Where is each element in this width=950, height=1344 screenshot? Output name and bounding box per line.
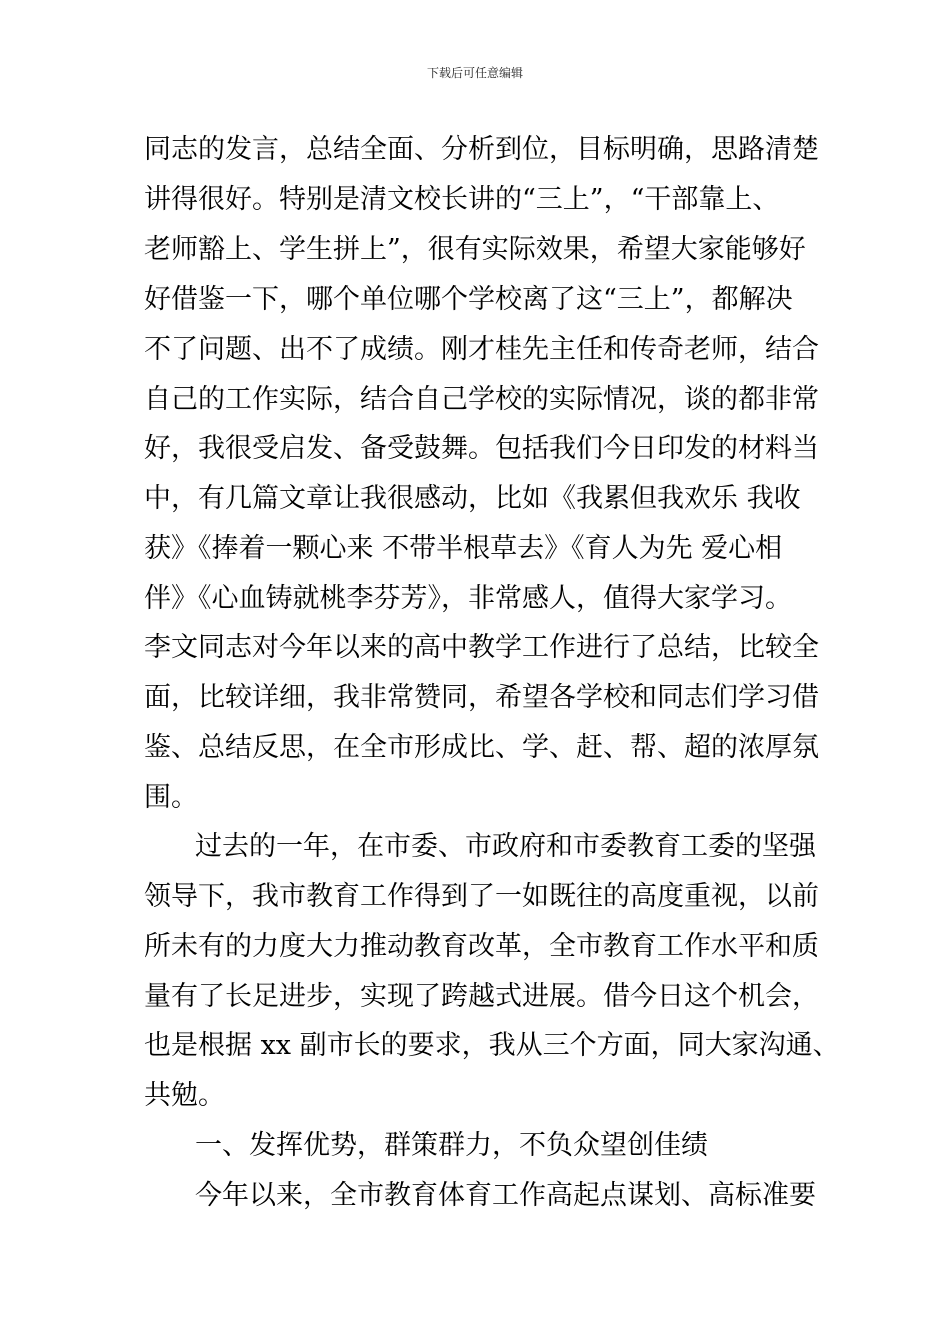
text-line: 老师豁上、学生拼上”，很有实际效果，希望大家能够好 <box>144 234 806 265</box>
text-line: 中，有几篇文章让我很感动，比如《我累但我欢乐 我收 <box>144 483 801 514</box>
text-line: 共勉。 <box>144 1080 225 1111</box>
text-line: 好借鉴一下，哪个单位哪个学校离了这“三上”，都解决 <box>144 284 793 315</box>
section-heading: 一、发挥优势，群策群力，不负众望创佳绩 <box>195 1130 708 1161</box>
text-line: 讲得很好。特别是清文校长讲的“三上”，“干部靠上、 <box>144 184 780 215</box>
text-line: 好，我很受启发、备受鼓舞。包括我们今日印发的材料当 <box>144 433 819 464</box>
text-line: 所未有的力度大力推动教育改革，全市教育工作水平和质 <box>144 931 819 962</box>
text-line: 不了问题、出不了成绩。刚才桂先主任和传奇老师，结合 <box>144 334 819 365</box>
text-line: 伴》《心血铸就桃李芬芳》，非常感人，值得大家学习。 <box>144 583 792 614</box>
text-line: 面，比较详细，我非常赞同，希望各学校和同志们学习借 <box>144 682 819 713</box>
text-line: 领导下，我市教育工作得到了一如既往的高度重视，以前 <box>144 881 819 912</box>
paragraph-first-line: 过去的一年，在市委、市政府和市委教育工委的坚强 <box>195 831 816 862</box>
page-header-note: 下载后可任意编辑 <box>426 66 523 80</box>
paragraph-first-line: 今年以来，全市教育体育工作高起点谋划、高标准要 <box>195 1180 816 1211</box>
text-line: 围。 <box>144 782 198 813</box>
text-line: 自己的工作实际，结合自己学校的实际情况，谈的都非常 <box>144 384 819 415</box>
text-line: 量有了长足进步，实现了跨越式进展。借今日这个机会， <box>144 981 819 1012</box>
text-line: 获》《捧着一颗心来 不带半根草去》《育人为先 爱心相 <box>144 533 783 564</box>
text-line: 同志的发言，总结全面、分析到位，目标明确，思路清楚 <box>144 134 819 165</box>
text-line: 李文同志对今年以来的高中教学工作进行了总结，比较全 <box>144 632 819 663</box>
text-line: 鉴、总结反思，在全市形成比、学、赶、帮、超的浓厚氛 <box>144 732 819 763</box>
text-line: 也是根据 xx 副市长的要求，我从三个方面，同大家沟通、 <box>144 1030 840 1061</box>
